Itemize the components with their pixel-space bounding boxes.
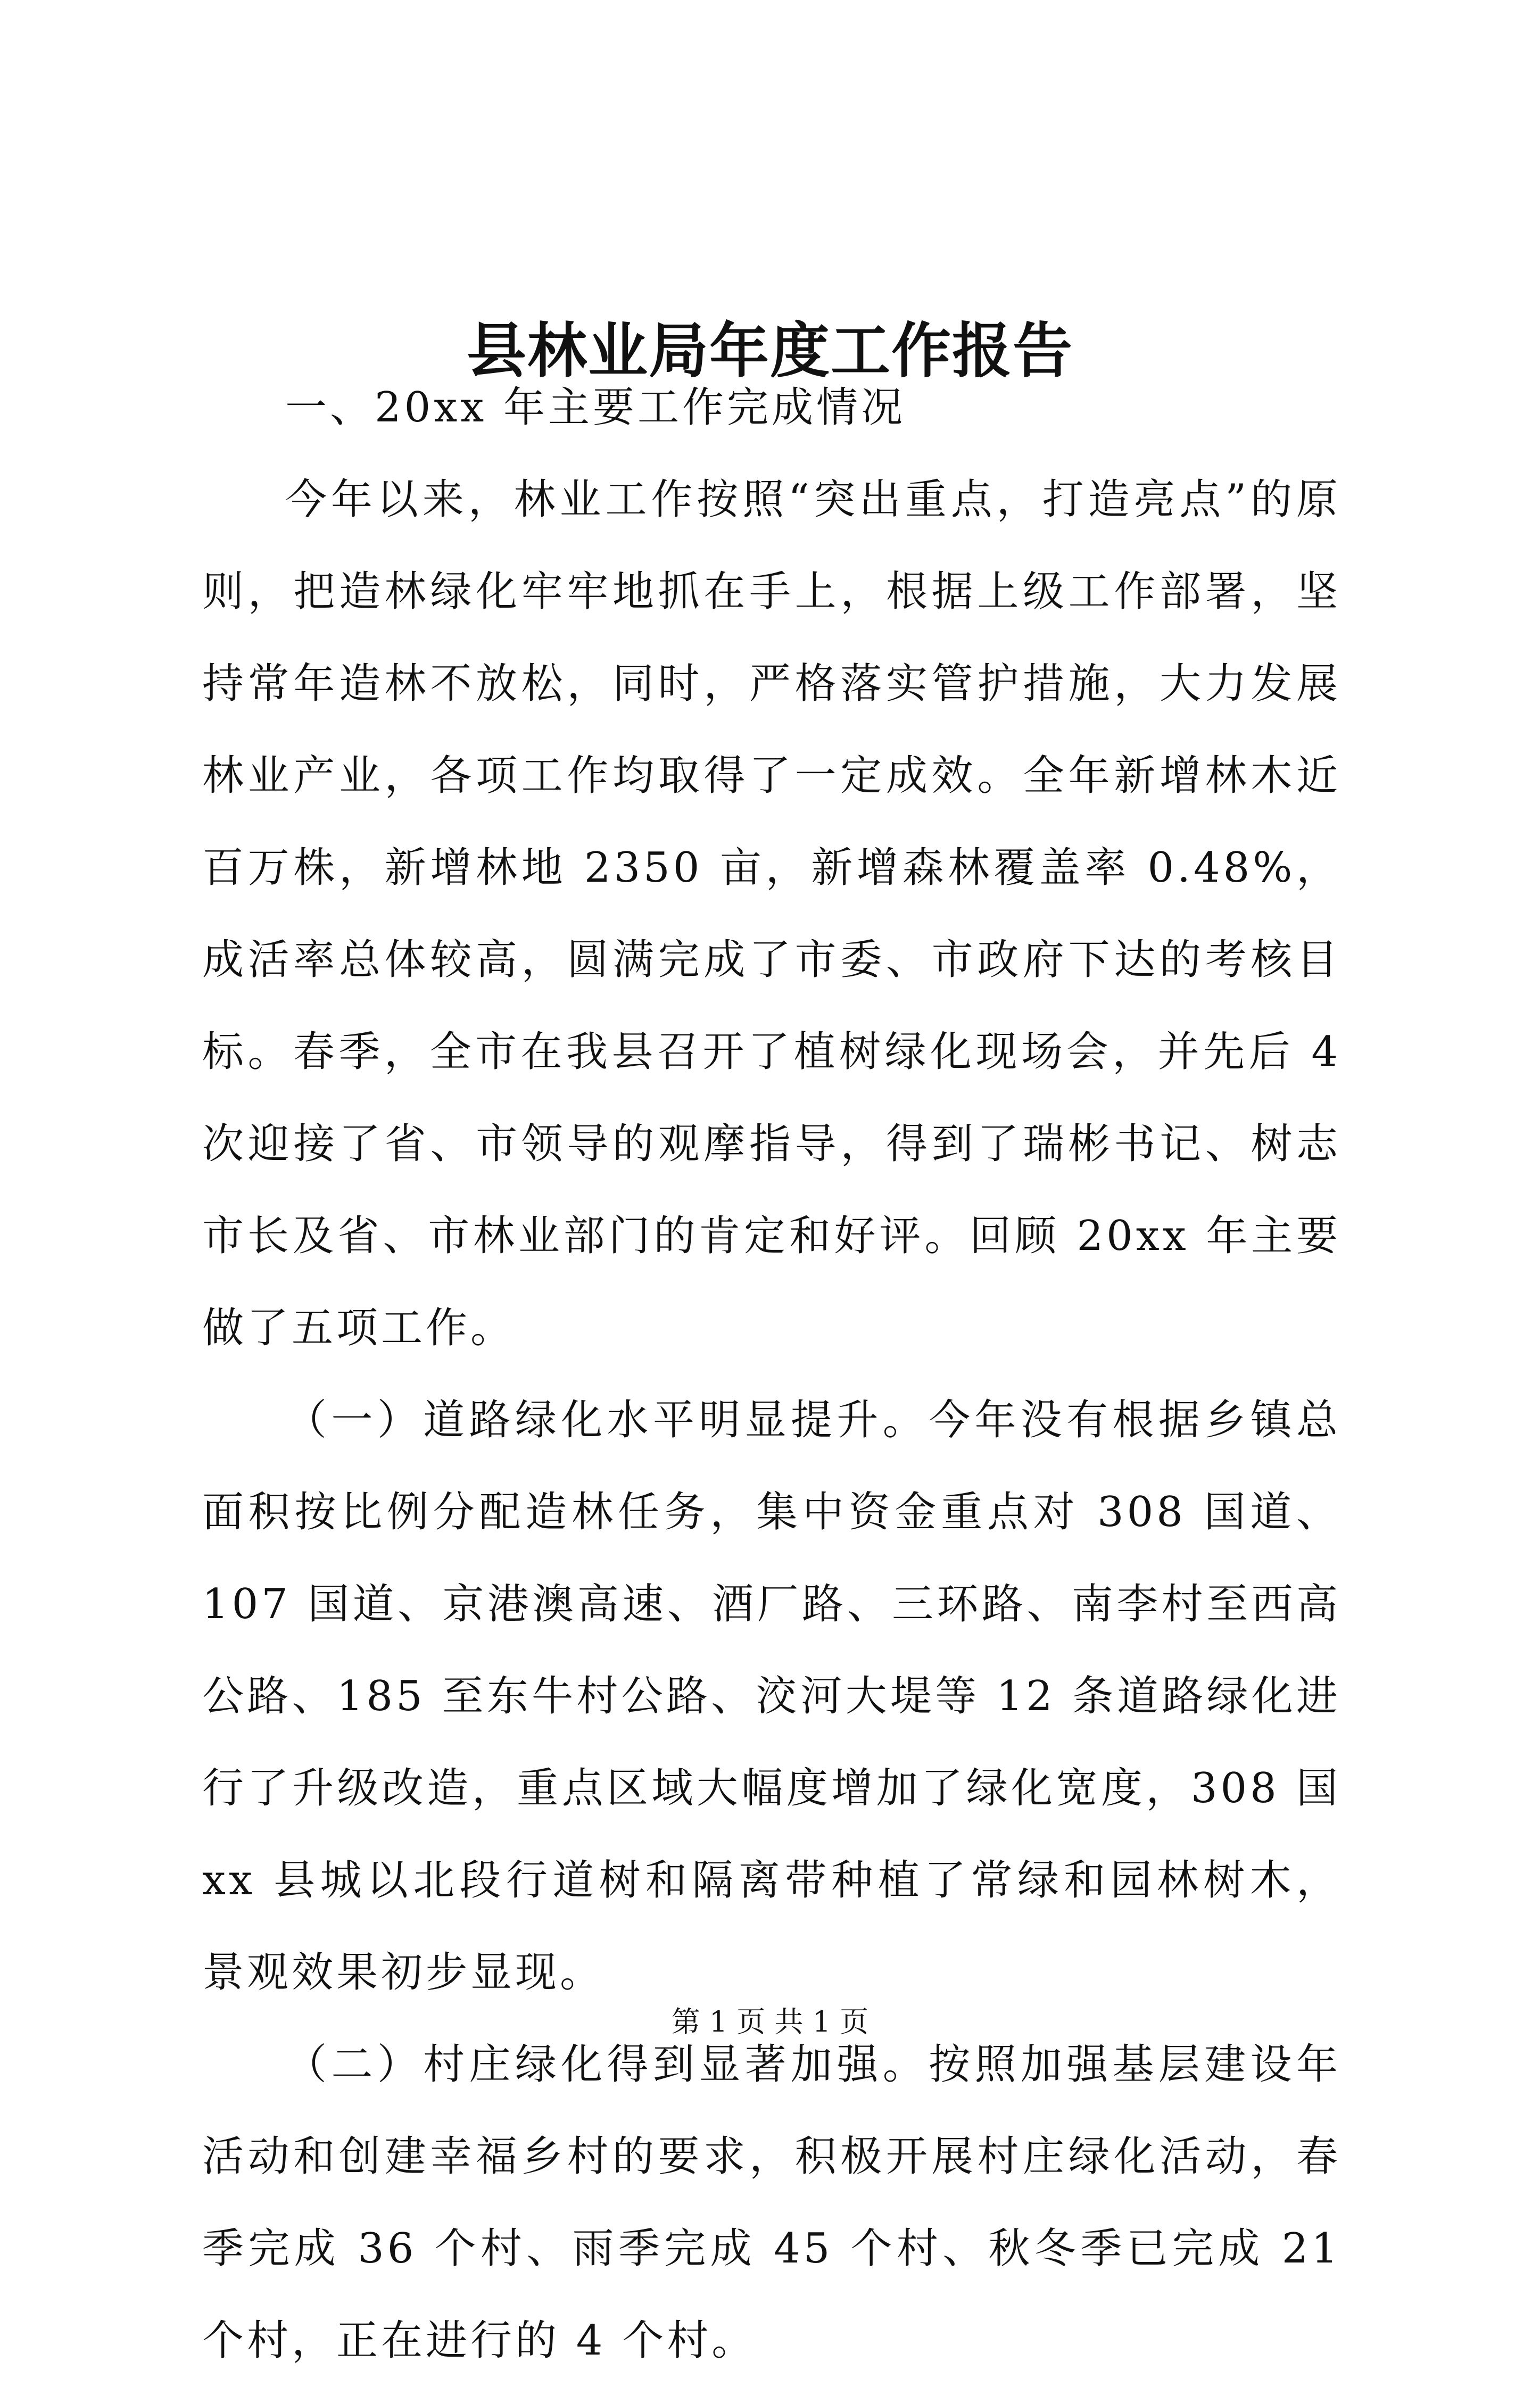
page-number-footer: 第 1 页 共 1 页	[671, 2005, 869, 2038]
document-body	[202, 362, 1341, 2387]
section-heading: 一、20xx 年主要工作完成情况	[285, 384, 906, 432]
paragraph-overview: 今年以来，林业工作按照“突出重点，打造亮点”的原则，把造林绿化牢牢地抓在手上，根据上级工作部署，坚持常年造林不放松，同时，严格落实管护措施，大力发展林业产业，各项工作均取得了一定成效。全年新增林木近百万株，新增林地 2350 亩，新增森林覆盖率 0.48%，成活率总体较高，圆满完成了市委、市政府下达的考核目标。春季，全市在我县召开了植树绿化现场会，并先后 4 次迎接了省、市领导的观摩指导，得到了瑞彬书记、树志市长及省、市林业部门的肯定和好评。回顾 20xx 年主要做了五项工作。	[202, 476, 1341, 1352]
document-title: 县林业局年度工作报告	[467, 316, 1073, 386]
paragraph-road-greening: （一）道路绿化水平明显提升。今年没有根据乡镇总面积按比例分配造林任务，集中资金重点对 308 国道、107 国道、京港澳高速、酒厂路、三环路、南李村至西高公路、185 至东牛村公路、洨河大堤等 12 条道路绿化进行了升级改造，重点区域大幅度增加了绿化宽度，308 国 xx 县城以北段行道树和隔离带种植了常绿和园林树木，景观效果初步显现。	[202, 1396, 1341, 1996]
paragraph-village-greening: （二）村庄绿化得到显著加强。按照加强基层建设年活动和创建幸福乡村的要求，积极开展村庄绿化活动，春季完成 36 个村、雨季完成 45 个村、秋冬季已完成 21 个村，正在进行的 4 个村。	[202, 2041, 1341, 2365]
